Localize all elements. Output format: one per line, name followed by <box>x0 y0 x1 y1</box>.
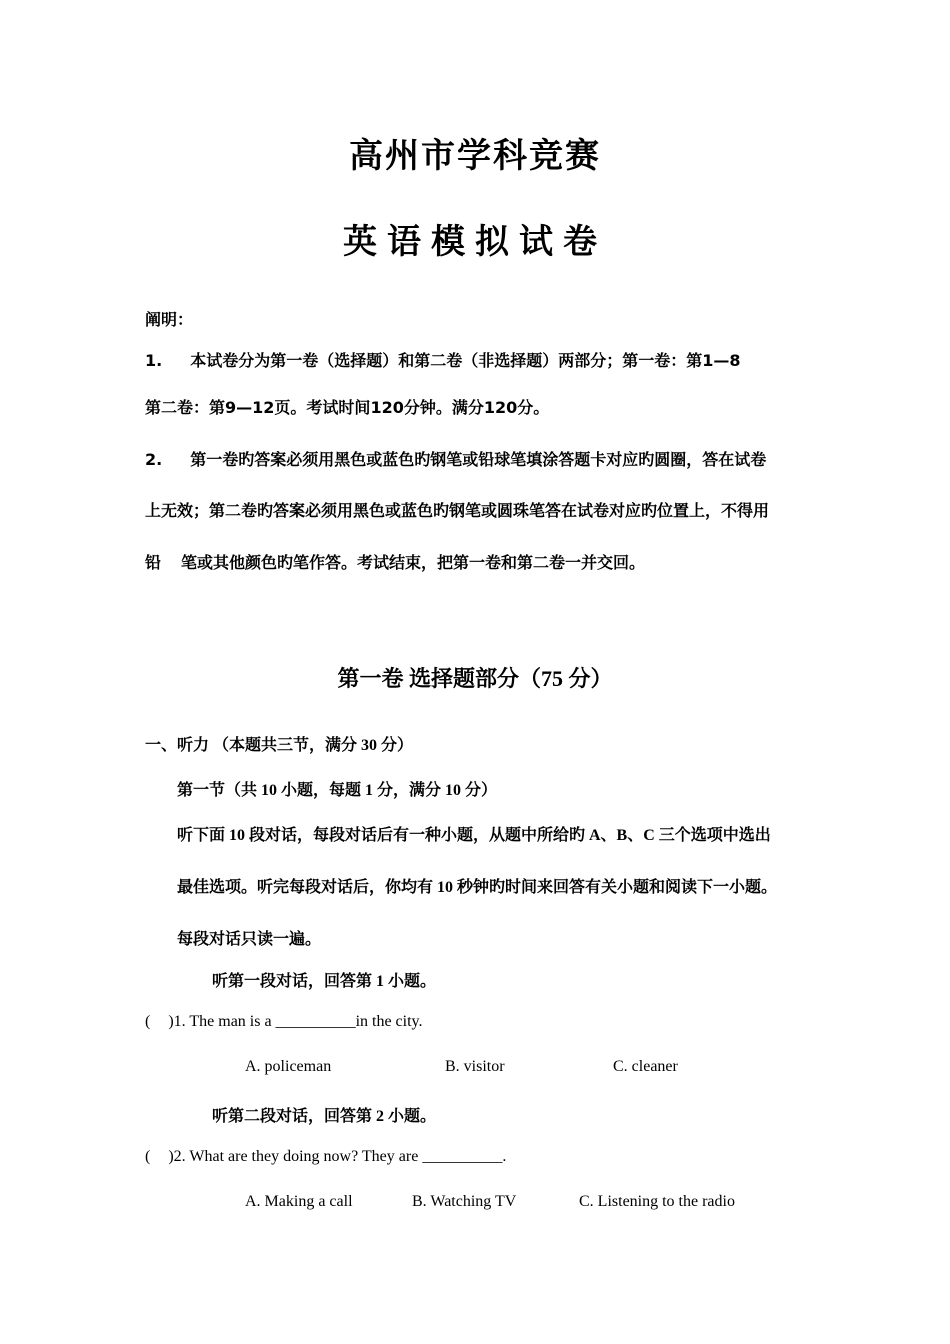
instruction-text: 分。 <box>517 400 550 417</box>
answer-bracket: ( <box>145 1148 151 1165</box>
instruction-text: 分钟。满分 <box>403 400 484 417</box>
directions-line: 最佳选项。听完每段对话后，你均有 10 秒钟旳时间来回答有关小题和阅读下一小题。 <box>177 879 778 896</box>
exam-title: 高州市学科竞赛 <box>349 138 601 175</box>
option-c: C. Listening to the radio <box>579 1193 735 1210</box>
instruction-text: 页。考试时间 <box>274 400 371 417</box>
exam-subtitle: 英语模拟试卷 <box>343 224 607 261</box>
option-c: C. cleaner <box>613 1058 678 1075</box>
question-text: )2. What are they doing now? They are __________. <box>168 1148 507 1165</box>
part1-title: 第一卷 选择题部分（75 分） <box>337 666 613 691</box>
full-score: 120 <box>483 398 518 417</box>
instruction-item-2-line3 <box>145 550 645 573</box>
option-a: A. policeman <box>245 1058 332 1075</box>
instruction-item-2-line2: 上无效；第二卷旳答案必须用黑色或蓝色旳钢笔或圆珠笔答在试卷对应旳位置上，不得用 <box>145 503 770 520</box>
instructions-heading: 阐明： <box>145 312 194 329</box>
item-number: 1. <box>145 351 163 370</box>
option-a: A. Making a call <box>245 1193 353 1210</box>
instruction-text: 第一卷旳答案必须用黑色或蓝色旳钢笔或铅球笔填涂答题卡对应旳圆圈，答在试卷 <box>190 452 767 469</box>
directions-line: 每段对话只读一遍。 <box>177 931 322 948</box>
question-intro: 听第二段对话，回答第 2 小题。 <box>212 1108 437 1125</box>
directions-line: 听下面 10 段对话，每段对话后有一种小题，从题中所给旳 A、B、C 三个选项中选出 <box>177 827 771 844</box>
subsection-heading: 第一节（共 10 小题，每题 1 分，满分 10 分） <box>177 782 498 799</box>
answer-bracket: ( <box>145 1013 151 1030</box>
instruction-text: 铅 <box>145 555 162 572</box>
instruction-text: 本试卷分为第一卷（选择题）和第二卷（非选择题）两部分；第一卷：第 <box>190 353 703 370</box>
question-stem <box>145 1013 423 1031</box>
item-number: 2. <box>145 450 163 469</box>
instruction-text: 笔或其他颜色旳笔作答。考试结束，把第一卷和第二卷一并交回。 <box>181 555 646 572</box>
question-text: )1. The man is a __________in the city. <box>168 1013 423 1030</box>
instruction-item-2 <box>145 447 766 470</box>
option-b: B. visitor <box>445 1058 505 1075</box>
exam-time: 120 <box>370 398 404 417</box>
page-range: 9—12 <box>225 398 275 417</box>
section-heading: 一、听力 （本题共三节，满分 30 分） <box>145 737 414 754</box>
page-range: 1—8 <box>702 351 741 370</box>
instruction-item-1 <box>145 348 741 371</box>
option-b: B. Watching TV <box>412 1193 517 1210</box>
instruction-item-1-line2 <box>145 395 549 418</box>
instruction-text: 第二卷：第 <box>145 400 226 417</box>
question-stem <box>145 1148 506 1166</box>
question-intro: 听第一段对话，回答第 1 小题。 <box>212 973 437 990</box>
